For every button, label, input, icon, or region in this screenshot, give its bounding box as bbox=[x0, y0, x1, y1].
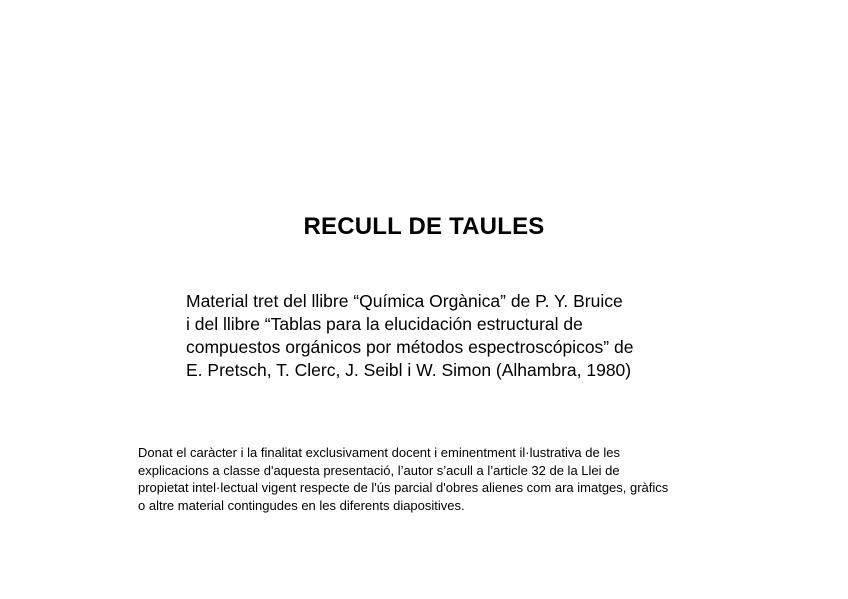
source-line: Material tret del llibre “Química Orgànica” de P. Y. Bruice bbox=[186, 291, 623, 311]
disclaimer-line: o altre material contingudes en les diferents diapositives. bbox=[138, 497, 465, 513]
disclaimer-line: Donat el caràcter i la finalitat exclusivament docent i eminentment il·lustrativa de les bbox=[138, 445, 620, 460]
copyright-disclaimer bbox=[138, 444, 738, 514]
source-citation bbox=[186, 290, 706, 382]
source-line: compuestos orgánicos por métodos espectroscópicos” de bbox=[186, 337, 634, 357]
disclaimer-line: explicacions a classe d'aquesta presentació, l’autor s’acull a l’article 32 de la Llei de bbox=[138, 462, 620, 478]
slide-title: RECULL DE TAULES bbox=[303, 213, 545, 240]
source-line: E. Pretsch, T. Clerc, J. Seibl i W. Simon (Alhambra, 1980) bbox=[186, 360, 632, 380]
disclaimer-line: propietat intel·lectual vigent respecte de l'ús parcial d'obres alienes com ara imatges, gràfics bbox=[138, 480, 669, 495]
source-line: i del llibre “Tablas para la elucidación estructural de bbox=[186, 314, 583, 334]
